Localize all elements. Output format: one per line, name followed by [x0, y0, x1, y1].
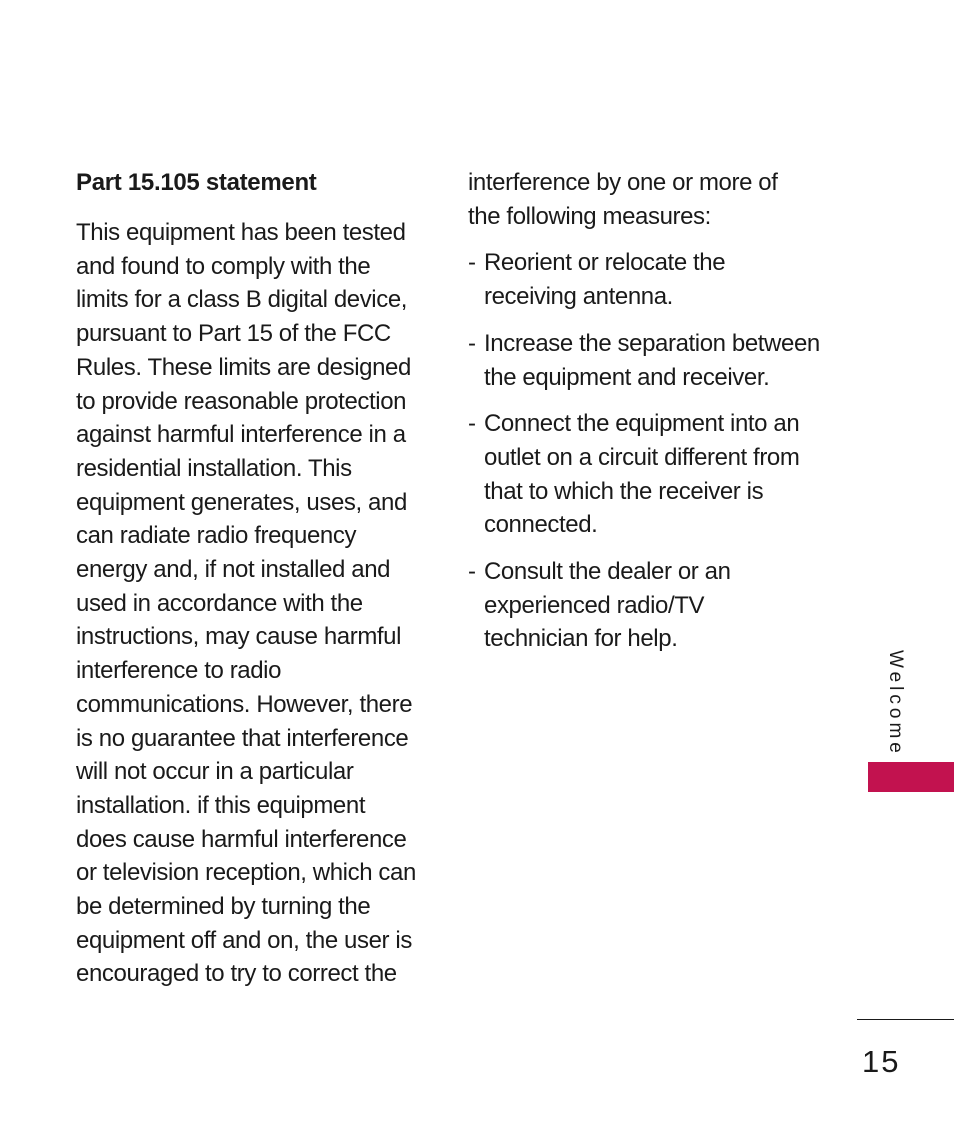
- bullet-dash: -: [468, 249, 476, 277]
- statement-paragraph: [76, 216, 441, 991]
- measure-line: the equipment and receiver.: [484, 363, 770, 391]
- paragraph-line: equipment generates, uses, and: [76, 488, 407, 516]
- paragraph-line: and found to comply with the: [76, 252, 371, 280]
- section-side-label: Welcome: [885, 650, 906, 757]
- section-heading: Part 15.105 statement: [76, 169, 317, 196]
- measures-intro: [468, 166, 838, 233]
- paragraph-line: against harmful interference in a: [76, 421, 406, 449]
- intro-line: the following measures:: [468, 202, 711, 230]
- paragraph-line: instructions, may cause harmful: [76, 623, 402, 651]
- measure-item-outlet: [468, 407, 838, 542]
- measure-line: Reorient or relocate the: [484, 249, 726, 277]
- measure-line: experienced radio/TV: [484, 591, 705, 619]
- paragraph-line: equipment off and on, the user is: [76, 926, 412, 954]
- paragraph-line: is no guarantee that interference: [76, 724, 409, 752]
- footer-divider: [857, 1019, 954, 1020]
- bullet-dash: -: [468, 410, 476, 438]
- right-column: [468, 166, 838, 669]
- measure-item-reorient: [468, 246, 838, 313]
- paragraph-line: or television reception, which can: [76, 859, 416, 887]
- left-column: [76, 166, 441, 991]
- paragraph-line: used in accordance with the: [76, 589, 363, 617]
- intro-line: interference by one or more of: [468, 169, 778, 196]
- page-number: 15: [862, 1044, 901, 1079]
- paragraph-line: Rules. These limits are designed: [76, 353, 411, 381]
- section-tab-marker: [868, 762, 954, 792]
- paragraph-line: encouraged to try to correct the: [76, 960, 397, 988]
- measure-line: Consult the dealer or an: [484, 558, 731, 586]
- paragraph-line: residential installation. This: [76, 454, 352, 482]
- measure-line: technician for help.: [484, 625, 678, 653]
- measure-line: outlet on a circuit different from: [484, 443, 800, 471]
- measure-line: connected.: [484, 511, 598, 539]
- paragraph-line: energy and, if not installed and: [76, 556, 391, 584]
- paragraph-line: will not occur in a particular: [76, 758, 354, 786]
- paragraph-line: This equipment has been tested: [76, 219, 406, 246]
- paragraph-line: be determined by turning the: [76, 893, 371, 921]
- measure-line: Increase the separation between: [484, 329, 820, 357]
- paragraph-line: to provide reasonable protection: [76, 387, 407, 415]
- measure-item-consult: [468, 555, 838, 656]
- measure-item-separation: [468, 327, 838, 394]
- bullet-dash: -: [468, 558, 476, 586]
- paragraph-line: interference to radio: [76, 657, 282, 685]
- paragraph-line: communications. However, there: [76, 690, 413, 718]
- measure-line: Connect the equipment into an: [484, 410, 800, 438]
- paragraph-line: pursuant to Part 15 of the FCC: [76, 320, 391, 348]
- paragraph-line: can radiate radio frequency: [76, 522, 357, 550]
- measure-line: that to which the receiver is: [484, 477, 764, 505]
- measure-line: receiving antenna.: [484, 283, 673, 311]
- paragraph-line: installation. if this equipment: [76, 791, 366, 819]
- paragraph-line: does cause harmful interference: [76, 825, 407, 853]
- bullet-dash: -: [468, 329, 476, 357]
- paragraph-line: limits for a class B digital device,: [76, 286, 408, 314]
